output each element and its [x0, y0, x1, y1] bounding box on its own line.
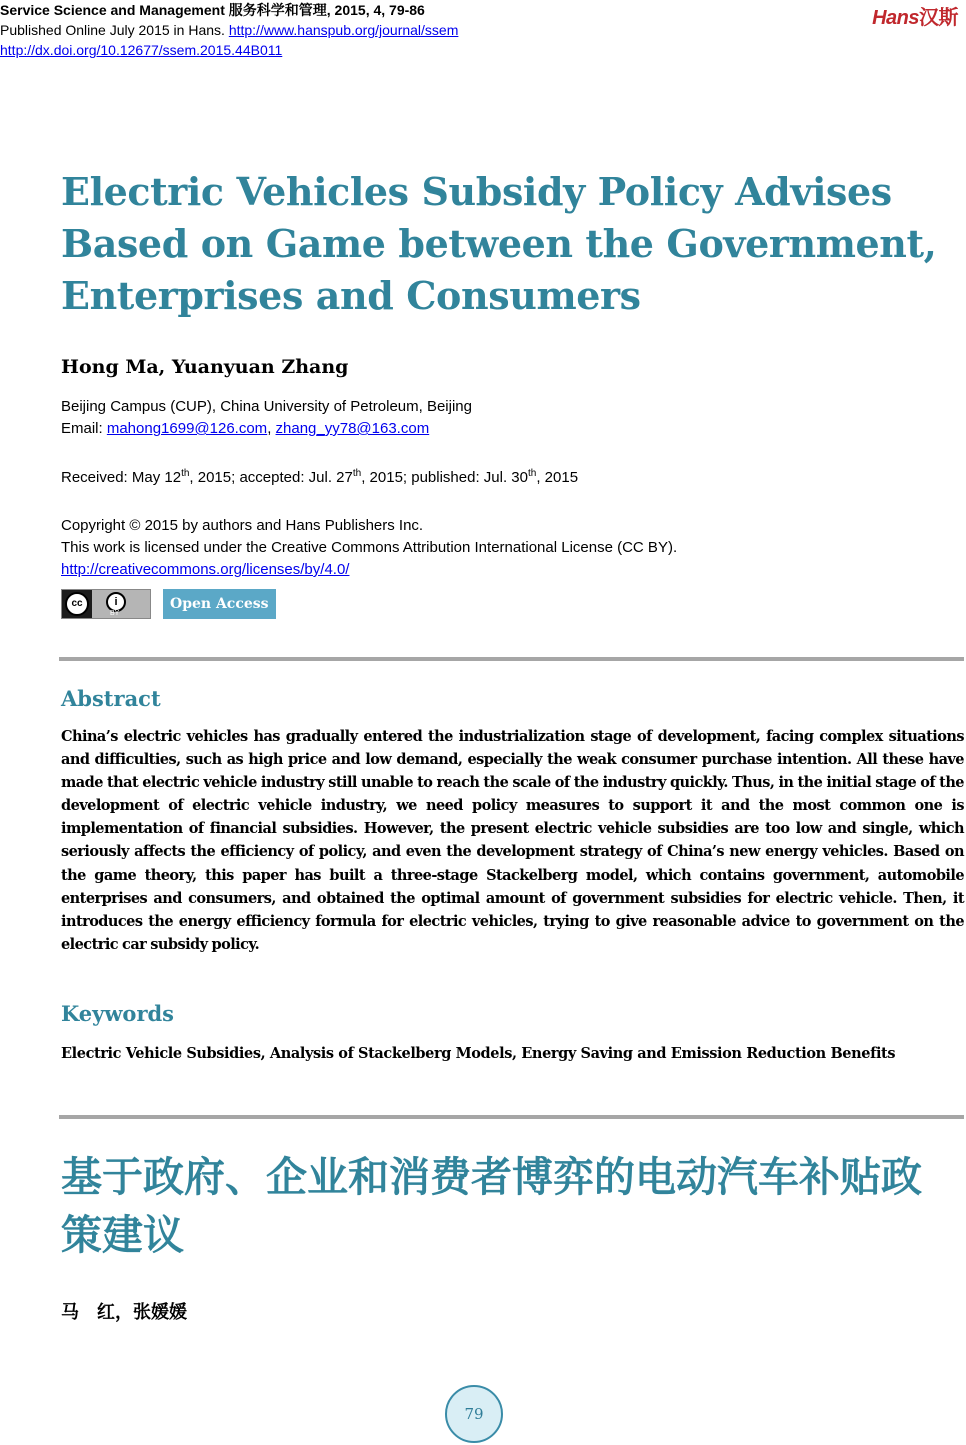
- accepted-date: , 2015; accepted: Jul. 27: [189, 469, 353, 486]
- journal-link[interactable]: http://www.hanspub.org/journal/ssem: [228, 22, 459, 38]
- hans-logo: [872, 1, 958, 30]
- published-date: , 2015; published: Jul. 30: [361, 469, 528, 486]
- logo-cn: 汉斯: [919, 7, 958, 29]
- divider-bottom: [59, 1115, 964, 1119]
- logo-en: Hans: [872, 7, 919, 29]
- abstract-text: China’s electric vehicles has gradually entered the industrialization stage of development, facing complex situations and difficulties, such as high price and low demand, especially the weak consumer purchase intention. All these have made that electric vehicle industry still unable to reach the scale of the industry quickly. Thus, in the initial stage of the development of electric vehicle industry, we need policy measures to support it and the most common one is implementation of financial subsidies. However, the present electric vehicle subsidies are too low and single, which seriously affects the efficiency of policy, and even the development strategy of China’s new energy vehicles. Based on the game theory, this paper has built a three-stage Stackelberg model, which contains government, automobile enterprises and consumers, and obtained the optimal amount of government subsidies for electric vehicle. Then, it introduces the energy efficiency formula for electric vehicles, trying to give reasonable advice to government on the electric car subsidy policy.: [61, 728, 964, 953]
- chinese-authors: 马 红，张媛媛: [61, 1302, 187, 1323]
- paper-title: Electric Vehicles Subsidy Policy Advises Based on Game between the Government, Enterprises and Consumers: [61, 169, 937, 318]
- cc-icon: cc: [65, 592, 89, 616]
- sup-th: th: [181, 468, 190, 479]
- keywords-heading: Keywords: [61, 1001, 175, 1026]
- received-date: Received: May 12: [61, 469, 182, 486]
- badges: [61, 589, 276, 619]
- email-separator: ,: [267, 420, 276, 437]
- affiliation: Beijing Campus (CUP), China University of Petroleum, Beijing: [61, 398, 472, 415]
- email-line: [61, 418, 472, 440]
- license-line: This work is licensed under the Creative Commons Attribution International License (CC BY).: [61, 539, 678, 556]
- email-label: Email:: [61, 420, 107, 437]
- page-number: 79: [445, 1385, 503, 1443]
- person-icon: i: [106, 592, 126, 612]
- doi-link[interactable]: http://dx.doi.org/10.12677/ssem.2015.44B011: [0, 42, 283, 58]
- sup-th: th: [528, 468, 537, 479]
- abstract-heading: Abstract: [61, 686, 161, 711]
- open-access-badge: Open Access: [163, 589, 276, 619]
- doi-line: [0, 40, 458, 60]
- divider-top: [59, 657, 964, 661]
- copyright-line: Copyright © 2015 by authors and Hans Publishers Inc.: [61, 517, 424, 534]
- journal-header: [0, 0, 458, 60]
- chinese-title: 基于政府、企业和消费者博弈的电动汽车补贴政策建议: [61, 1153, 922, 1259]
- affiliation-block: [61, 396, 472, 440]
- cc-by-badge[interactable]: [61, 589, 151, 619]
- by-label: BY: [110, 610, 120, 617]
- journal-name: Service Science and Management 服务科学和管理, 2015, 4, 79-86: [0, 2, 425, 18]
- copyright-block: [61, 515, 677, 581]
- email-link-1[interactable]: mahong1699@126.com: [106, 420, 268, 437]
- dates-line: [61, 467, 578, 489]
- sup-th: th: [352, 468, 362, 479]
- year-suffix: , 2015: [536, 469, 579, 486]
- keywords-text: Electric Vehicle Subsidies, Analysis of Stackelberg Models, Energy Saving and Emission Reduction Benefits: [61, 1045, 896, 1062]
- published-text: Published Online July 2015 in Hans.: [0, 22, 229, 38]
- license-url-line: [61, 559, 677, 581]
- email-link-2[interactable]: zhang_yy78@163.com: [275, 420, 430, 437]
- published-line: [0, 20, 458, 40]
- license-link[interactable]: http://creativecommons.org/licenses/by/4.0/: [61, 561, 350, 578]
- authors: Hong Ma, Yuanyuan Zhang: [61, 356, 349, 378]
